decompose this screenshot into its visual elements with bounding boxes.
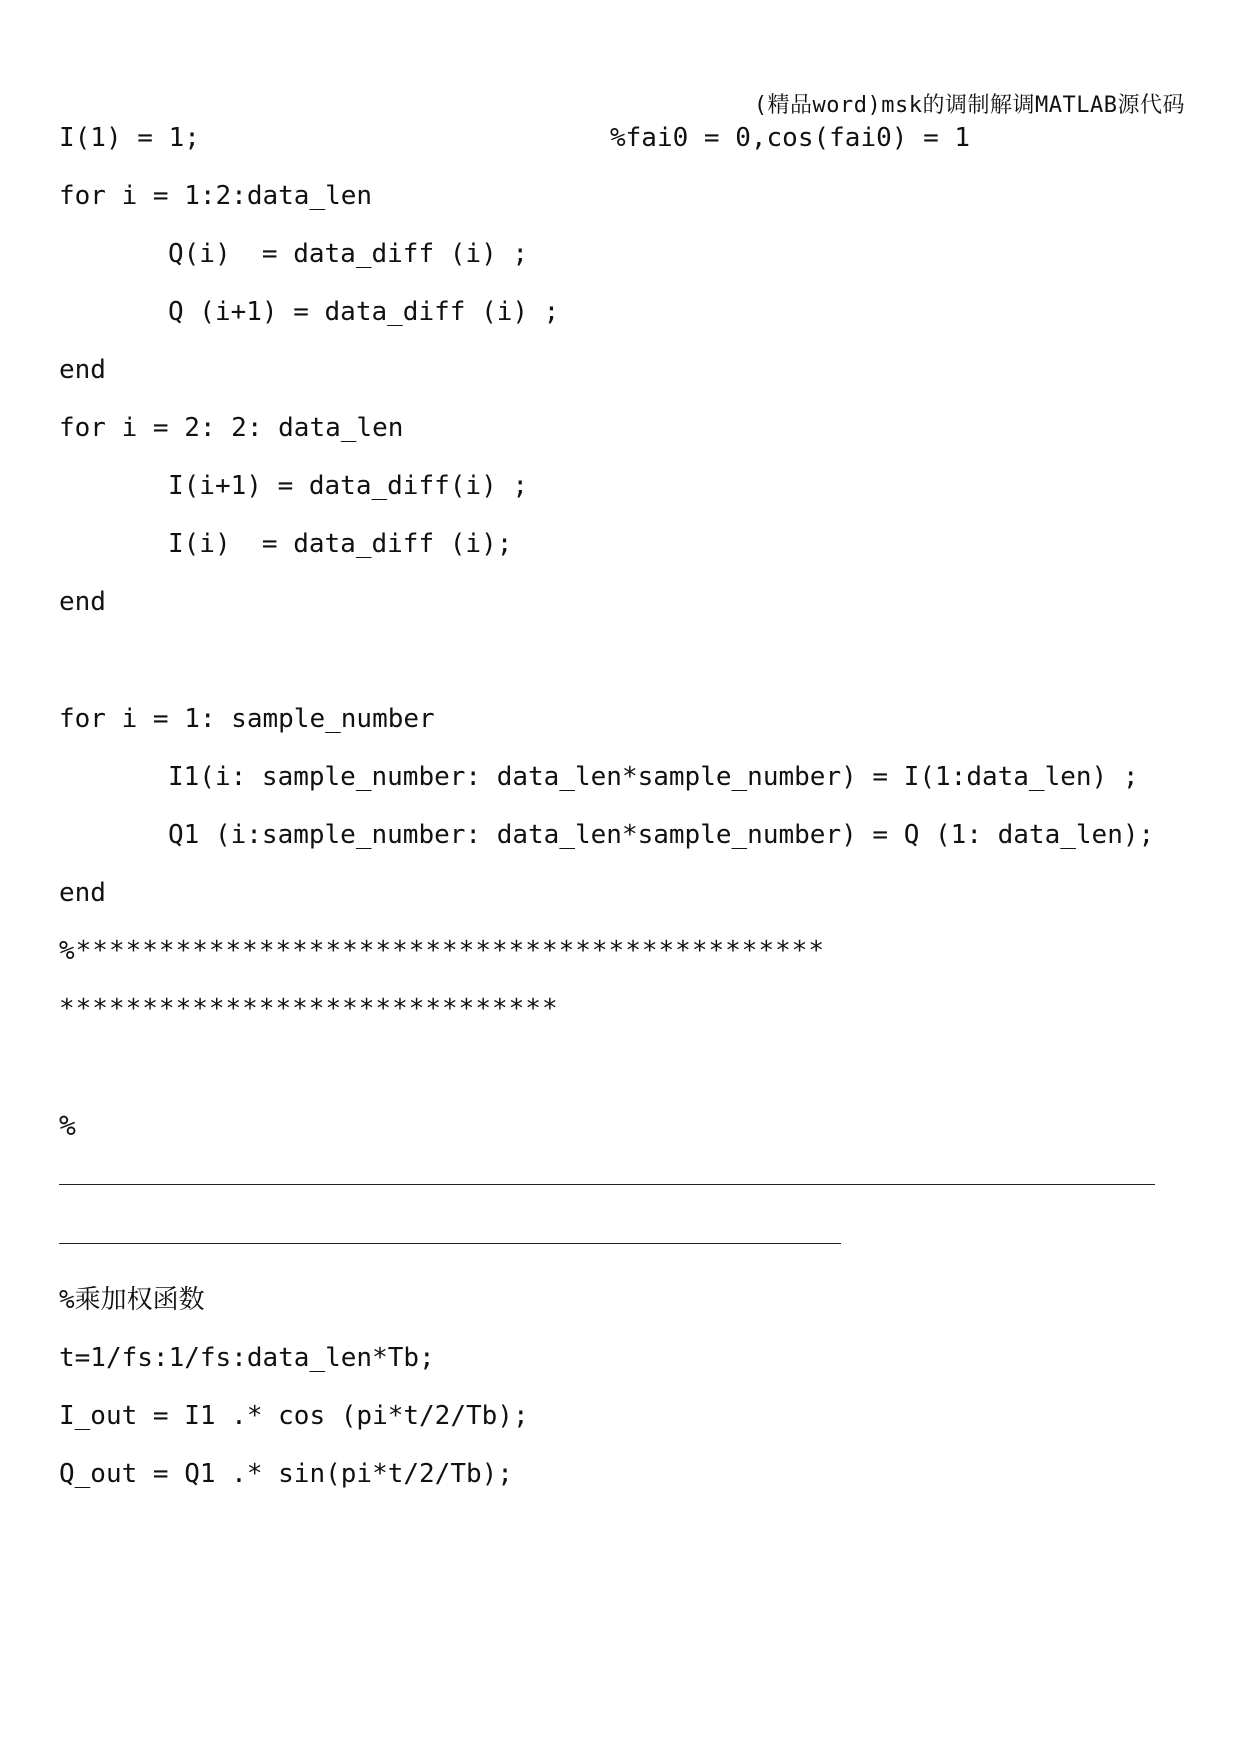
code-line: Q(i) = data_diff (i) ;: [168, 239, 529, 269]
percent-comment: %: [59, 1109, 76, 1142]
code-line: for i = 1:2:data_len: [59, 181, 373, 211]
code-line: Q1 (i:sample_number: data_len*sample_number) = Q (1: data_len);: [168, 820, 1155, 850]
code-line: for i = 1: sample_number: [59, 704, 435, 734]
code-line: t=1/fs:1/fs:data_len*Tb;: [59, 1343, 435, 1373]
code-line: I(1) = 1;: [59, 123, 200, 153]
star-comment-line: ******************************: [59, 994, 559, 1024]
code-line: I(i+1) = data_diff(i) ;: [168, 471, 529, 501]
code-line: I1(i: sample_number: data_len*sample_number) = I(1:data_len) ;: [168, 762, 1139, 792]
code-comment: %fai0 = 0,cos(fai0) = 1: [610, 123, 971, 153]
code-line: Q (i+1) = data_diff (i) ;: [168, 297, 560, 327]
code-line: end: [59, 878, 106, 908]
code-line: Q_out = Q1 .* sin(pi*t/2/Tb);: [59, 1459, 513, 1489]
separator-rule: [59, 1243, 841, 1244]
code-line: end: [59, 355, 106, 385]
code-line: I_out = I1 .* cos (pi*t/2/Tb);: [59, 1401, 529, 1431]
code-line: for i = 2: 2: data_len: [59, 413, 404, 443]
separator-rule: [59, 1184, 1155, 1185]
code-line: I(i) = data_diff (i);: [168, 529, 513, 559]
code-comment: %乘加权函数: [59, 1285, 205, 1315]
code-line: end: [59, 587, 106, 617]
star-comment-line: %*********************************************: [59, 936, 826, 966]
page-header: (精品word)msk的调制解调MATLAB源代码: [753, 93, 1185, 118]
